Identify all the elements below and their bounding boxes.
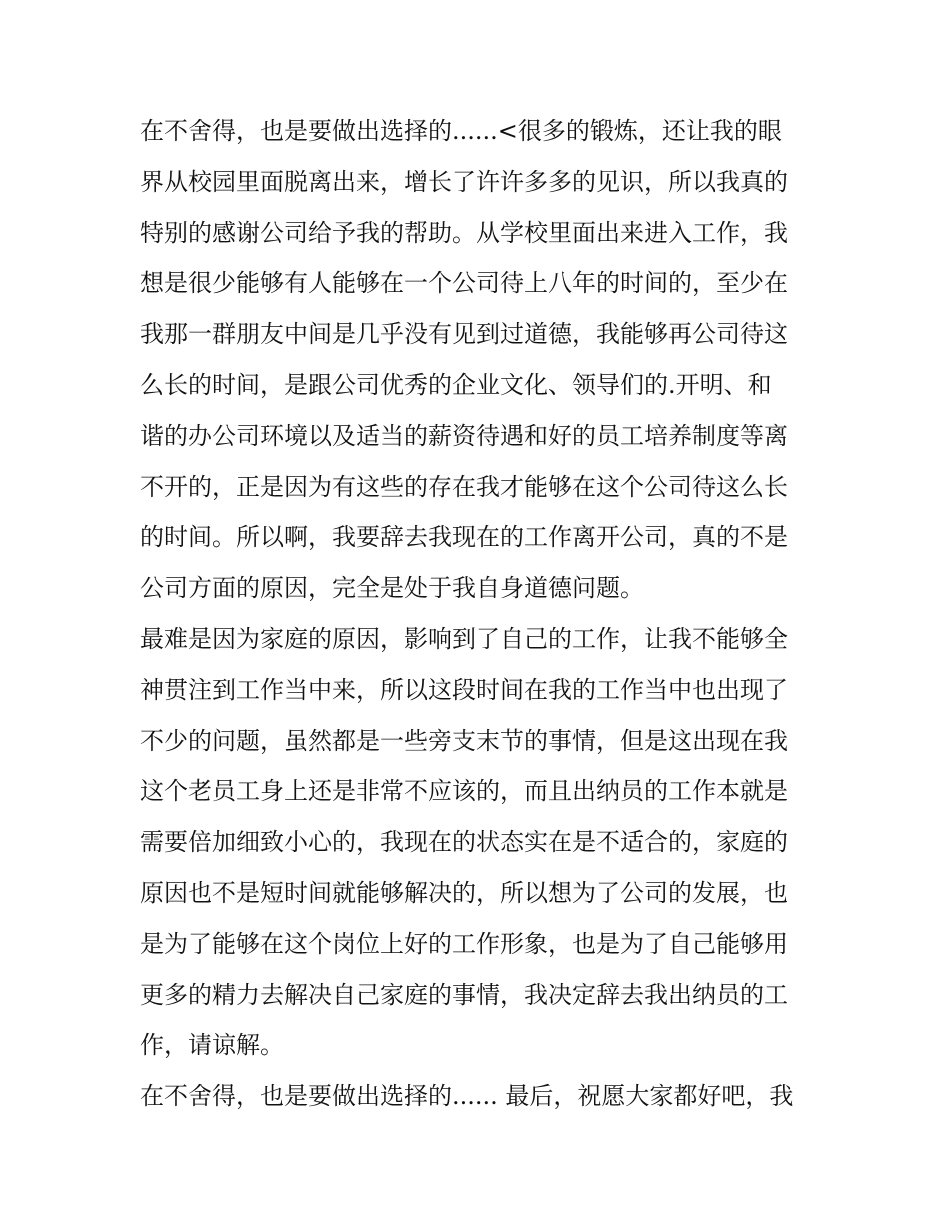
text-line: 作，请谅解。 <box>140 1031 284 1060</box>
text-line: 特别的感谢公司给予我的帮助。从学校里面出来进入工作，我 <box>140 218 788 247</box>
text-line: 的时间。所以啊，我要辞去我现在的工作离开公司，真的不是 <box>140 523 788 552</box>
text-line: 我那一群朋友中间是几乎没有见到过道德，我能够再公司待这 <box>140 320 788 349</box>
text-line: 最难是因为家庭的原因，影响到了自己的工作，让我不能够全 <box>140 624 788 653</box>
text-line: 需要倍加细致小心的，我现在的状态实在是不适合的，家庭的 <box>140 828 788 857</box>
text-line: 界从校园里面脱离出来，增长了许许多多的见识，所以我真的 <box>140 167 788 196</box>
text-line: 谐的办公司环境以及适当的薪资待遇和好的员工培养制度等离 <box>140 421 788 450</box>
text-line: 不少的问题，虽然都是一些旁支末节的事情，但是这出现在我 <box>140 726 788 755</box>
text-line: 么长的时间，是跟公司优秀的企业文化、领导们的.开明、和 <box>140 370 772 399</box>
text-line: 这个老员工身上还是非常不应该的，而且出纳员的工作本就是 <box>140 777 788 806</box>
text-line: 不开的，正是因为有这些的存在我才能够在这个公司待这么长 <box>140 472 788 501</box>
text-line: 神贯注到工作当中来，所以这段时间在我的工作当中也出现了 <box>140 675 788 704</box>
text-line: 在不舍得，也是要做出选择的......<很多的锻炼，还让我的眼 <box>140 117 782 145</box>
text-line: 想是很少能够有人能够在一个公司待上八年的时间的，至少在 <box>140 269 788 298</box>
document-body <box>140 106 820 1122</box>
text-line: 公司方面的原因，完全是处于我自身道德问题。 <box>140 574 644 603</box>
text-line: 原因也不是短时间就能够解决的，所以想为了公司的发展，也 <box>140 878 788 907</box>
text-line: 更多的精力去解决自己家庭的事情，我决定辞去我出纳员的工 <box>140 980 788 1009</box>
text-line: 是为了能够在这个岗位上好的工作形象，也是为了自己能够用 <box>140 929 788 958</box>
text-line: 在不舍得，也是要做出选择的...... 最后，祝愿大家都好吧，我 <box>140 1082 794 1111</box>
